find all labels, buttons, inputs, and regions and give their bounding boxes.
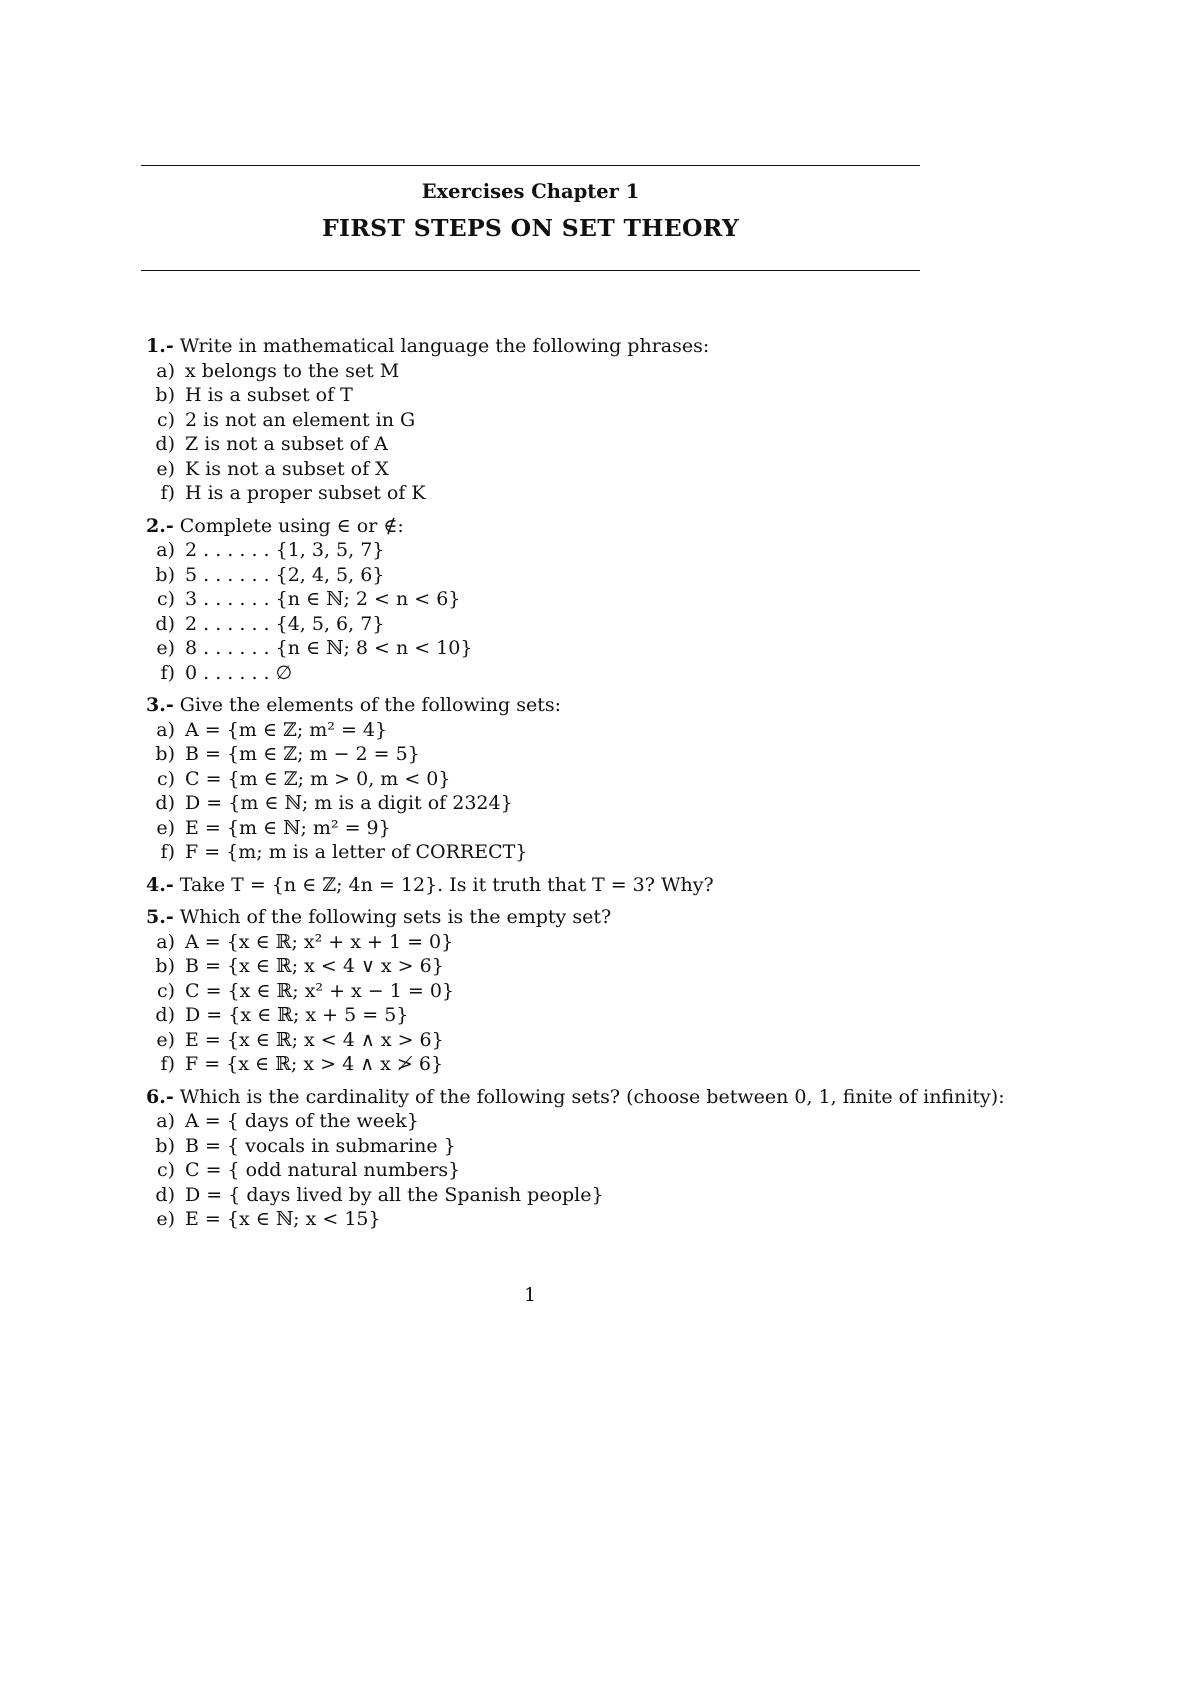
exercise-item xyxy=(146,954,936,979)
item-text: B = {m ∈ ℤ; m − 2 = 5} xyxy=(185,743,420,765)
exercise-number: 3.- xyxy=(146,694,174,716)
exercise-item xyxy=(146,587,936,612)
item-label: b) xyxy=(155,563,175,586)
exercise-items xyxy=(146,538,936,685)
exercise-item xyxy=(146,1183,936,1208)
header-top-rule xyxy=(141,165,920,166)
item-label: a) xyxy=(156,718,175,741)
item-label: f) xyxy=(160,482,175,504)
item-label: d) xyxy=(155,1183,175,1206)
exercise-heading xyxy=(146,873,936,898)
exercise-5 xyxy=(146,905,936,1077)
item-text: B = {x ∈ ℝ; x < 4 ∨ x > 6} xyxy=(185,955,444,977)
item-label: a) xyxy=(156,1110,175,1132)
item-text: F = {m; m is a letter of CORRECT} xyxy=(185,841,528,863)
item-text: B = { vocals in submarine } xyxy=(185,1134,456,1157)
exercise-items xyxy=(146,1109,936,1232)
page-number: 1 xyxy=(523,1284,537,1306)
item-label: e) xyxy=(156,457,175,480)
item-text: 3 . . . . . . {n ∈ ℕ; 2 < n < 6} xyxy=(185,588,461,610)
item-label: b) xyxy=(155,1134,175,1157)
item-text: A = {m ∈ ℤ; m² = 4} xyxy=(185,718,388,741)
exercise-item xyxy=(146,457,936,482)
item-label: e) xyxy=(156,1028,175,1051)
item-text: D = {x ∈ ℝ; x + 5 = 5} xyxy=(185,1004,409,1026)
exercise-list xyxy=(146,334,1005,1240)
item-label: a) xyxy=(156,930,175,953)
item-text: K is not a subset of X xyxy=(185,457,389,480)
exercise-item xyxy=(146,1207,936,1232)
exercise-number: 5.- xyxy=(146,906,174,928)
exercise-item xyxy=(146,383,936,408)
item-label: d) xyxy=(155,792,175,814)
exercise-1 xyxy=(146,334,936,506)
item-label: b) xyxy=(155,743,175,765)
item-text: E = {x ∈ ℝ; x < 4 ∧ x > 6} xyxy=(185,1028,444,1051)
document-title: FIRST STEPS ON SET THEORY xyxy=(322,214,739,242)
item-label: e) xyxy=(156,816,175,839)
exercise-item xyxy=(146,432,936,457)
exercise-item xyxy=(146,1134,936,1159)
exercise-4 xyxy=(146,873,936,898)
item-text: C = {m ∈ ℤ; m > 0, m < 0} xyxy=(185,767,451,790)
exercise-item xyxy=(146,742,936,767)
item-text: Z is not a subset of A xyxy=(185,433,388,455)
item-label: f) xyxy=(160,661,175,684)
item-label: e) xyxy=(156,1208,175,1230)
exercise-item xyxy=(146,1109,936,1134)
exercise-items xyxy=(146,359,936,506)
exercise-number: 2.- xyxy=(146,514,174,537)
exercise-item xyxy=(146,767,936,792)
exercise-heading xyxy=(146,334,936,359)
item-text: H is a proper subset of K xyxy=(185,482,426,504)
item-text: 5 . . . . . . {2, 4, 5, 6} xyxy=(185,563,385,586)
item-label: c) xyxy=(156,1159,175,1181)
exercise-item xyxy=(146,612,936,637)
item-label: d) xyxy=(155,612,175,635)
item-text: 0 . . . . . . ∅ xyxy=(185,661,293,684)
exercise-6 xyxy=(146,1085,1005,1232)
exercise-heading xyxy=(146,514,936,539)
exercise-item xyxy=(146,791,936,816)
item-label: b) xyxy=(155,955,175,977)
header-bottom-rule xyxy=(141,270,920,271)
exercise-prompt: Which of the following sets is the empty set? xyxy=(179,906,612,928)
exercise-item xyxy=(146,1052,936,1077)
document-subtitle: Exercises Chapter 1 xyxy=(421,180,640,203)
exercise-item xyxy=(146,1028,936,1053)
exercise-item xyxy=(146,816,936,841)
item-label: c) xyxy=(156,588,175,610)
item-text: H is a subset of T xyxy=(185,384,353,406)
exercise-item xyxy=(146,359,936,384)
item-label: f) xyxy=(160,1053,175,1075)
item-text: C = { odd natural numbers} xyxy=(185,1159,461,1181)
item-label: c) xyxy=(156,979,175,1002)
exercise-prompt: Which is the cardinality of the following sets? (choose between 0, 1, finite of infinity): xyxy=(179,1085,1005,1108)
exercise-prompt: Write in mathematical language the following phrases: xyxy=(179,335,710,357)
exercise-3 xyxy=(146,693,936,865)
item-text: E = {x ∈ ℕ; x < 15} xyxy=(185,1208,381,1230)
exercise-items xyxy=(146,930,936,1077)
exercise-item xyxy=(146,1158,936,1183)
exercise-item xyxy=(146,979,936,1004)
exercise-item xyxy=(146,661,936,686)
item-text: D = { days lived by all the Spanish people} xyxy=(185,1183,604,1206)
exercise-items xyxy=(146,718,936,865)
item-text: E = {m ∈ ℕ; m² = 9} xyxy=(185,816,391,839)
item-label: b) xyxy=(155,384,175,406)
exercise-item xyxy=(146,930,936,955)
exercise-item xyxy=(146,1003,936,1028)
exercise-prompt: Take T = {n ∈ ℤ; 4n = 12}. Is it truth that T = 3? Why? xyxy=(179,873,714,896)
exercise-heading xyxy=(146,1085,1005,1110)
item-label: a) xyxy=(156,539,175,561)
exercise-item xyxy=(146,538,936,563)
item-label: f) xyxy=(160,841,175,863)
item-label: c) xyxy=(156,408,175,431)
item-text: D = {m ∈ ℕ; m is a digit of 2324} xyxy=(185,792,513,814)
item-text: C = {x ∈ ℝ; x² + x − 1 = 0} xyxy=(185,979,455,1002)
item-text: 8 . . . . . . {n ∈ ℕ; 8 < n < 10} xyxy=(185,637,473,659)
exercise-item xyxy=(146,718,936,743)
exercise-2 xyxy=(146,514,936,686)
exercise-heading xyxy=(146,693,936,718)
item-text: x belongs to the set M xyxy=(185,359,400,382)
exercise-item xyxy=(146,563,936,588)
item-text: A = {x ∈ ℝ; x² + x + 1 = 0} xyxy=(185,930,454,953)
exercise-number: 6.- xyxy=(146,1085,174,1108)
exercise-heading xyxy=(146,905,936,930)
item-label: e) xyxy=(156,637,175,659)
item-text: A = { days of the week} xyxy=(185,1110,419,1132)
exercise-item xyxy=(146,636,936,661)
exercise-number: 4.- xyxy=(146,873,174,896)
item-text: 2 . . . . . . {1, 3, 5, 7} xyxy=(185,539,385,561)
exercise-number: 1.- xyxy=(146,335,174,357)
exercise-item xyxy=(146,840,936,865)
item-label: d) xyxy=(155,1004,175,1026)
exercise-item xyxy=(146,481,936,506)
item-text: F = {x ∈ ℝ; x > 4 ∧ x ≯ 6} xyxy=(185,1053,444,1075)
exercise-prompt: Give the elements of the following sets: xyxy=(179,694,561,716)
item-label: d) xyxy=(155,433,175,455)
exercise-prompt: Complete using ∈ or ∉: xyxy=(179,514,404,537)
item-label: c) xyxy=(156,767,175,790)
item-text: 2 is not an element in G xyxy=(185,408,416,431)
exercise-item xyxy=(146,408,936,433)
item-text: 2 . . . . . . {4, 5, 6, 7} xyxy=(185,612,385,635)
item-label: a) xyxy=(156,359,175,382)
